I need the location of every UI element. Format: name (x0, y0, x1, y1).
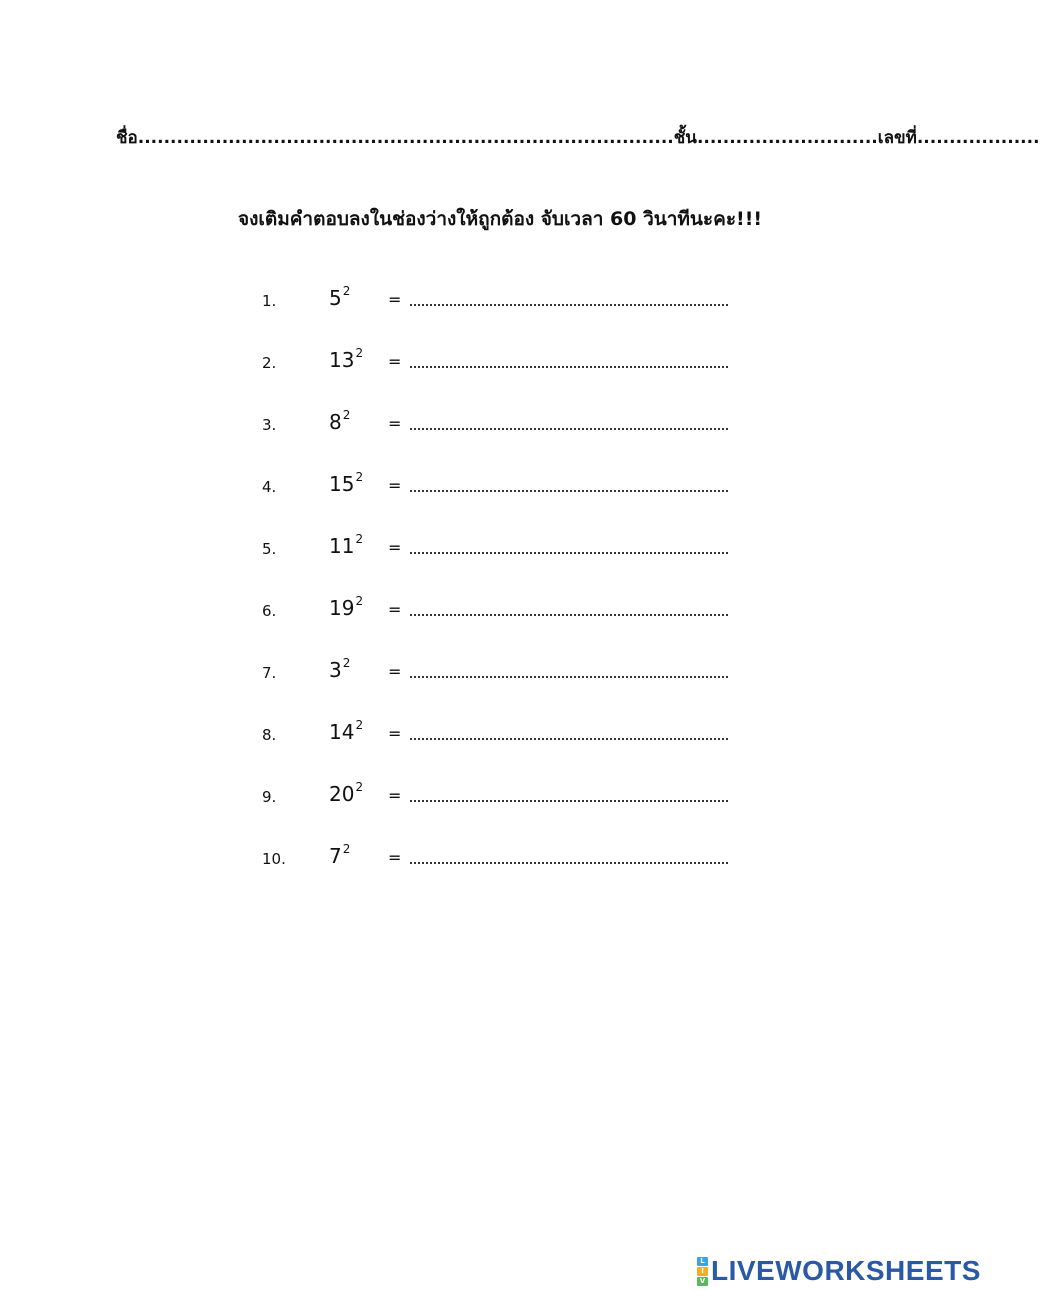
question-number: 2. (262, 354, 277, 372)
exponent: 2 (355, 594, 364, 609)
exponent: 2 (355, 470, 364, 485)
logo-block: V (697, 1277, 708, 1286)
instruction-text: จงเติมคำตอบลงในช่องว่างให้ถูกต้อง จับเวลา 60 วินาทีนะคะ!!! (237, 208, 763, 230)
name-field[interactable]: ................................................................................... (137, 128, 674, 148)
name-label: ชื่อ (116, 128, 138, 148)
class-label: ชั้น (673, 128, 697, 148)
exponent: 2 (342, 284, 351, 299)
answer-blank[interactable] (410, 596, 728, 616)
exponent: 2 (342, 656, 351, 671)
question-expression (329, 534, 363, 558)
answer-blank[interactable] (410, 472, 728, 492)
base: 5 (329, 286, 342, 310)
logo-block: I (697, 1267, 708, 1276)
base: 11 (329, 534, 355, 558)
exponent: 2 (355, 718, 364, 733)
base: 8 (329, 410, 342, 434)
question-number: 4. (262, 478, 277, 496)
question-number: 7. (262, 664, 277, 682)
base: 20 (329, 782, 355, 806)
equals-sign: = (388, 786, 402, 805)
exponent: 2 (355, 346, 364, 361)
question-row (0, 532, 1000, 562)
question-number: 6. (262, 602, 277, 620)
exponent: 2 (355, 532, 364, 547)
question-number: 9. (262, 788, 277, 806)
question-expression (329, 596, 363, 620)
logo-text: LIVEWORKSHEETS (711, 1255, 981, 1286)
equals-sign: = (388, 662, 402, 681)
answer-blank[interactable] (410, 782, 728, 802)
question-expression (329, 844, 350, 868)
question-number: 10. (262, 850, 286, 868)
question-expression (329, 658, 350, 682)
base: 13 (329, 348, 355, 372)
question-number: 3. (262, 416, 277, 434)
question-number: 5. (262, 540, 277, 558)
question-number: 1. (262, 292, 277, 310)
question-row (0, 718, 1000, 748)
equals-sign: = (388, 848, 402, 867)
question-expression (329, 472, 363, 496)
question-expression (329, 286, 350, 310)
question-expression (329, 348, 363, 372)
question-row (0, 284, 1000, 314)
question-expression (329, 410, 350, 434)
equals-sign: = (388, 414, 402, 433)
answer-blank[interactable] (410, 534, 728, 554)
answer-blank[interactable] (410, 286, 728, 306)
answer-blank[interactable] (410, 658, 728, 678)
exponent: 2 (355, 780, 364, 795)
question-number: 8. (262, 726, 277, 744)
base: 14 (329, 720, 355, 744)
equals-sign: = (388, 724, 402, 743)
question-row (0, 842, 1000, 872)
equals-sign: = (388, 538, 402, 557)
equals-sign: = (388, 476, 402, 495)
number-field[interactable]: ................... (916, 128, 1040, 148)
class-field[interactable]: ............................ (696, 128, 878, 148)
exponent: 2 (342, 408, 351, 423)
logo-block: L (697, 1257, 708, 1266)
question-expression (329, 720, 363, 744)
liveworksheets-logo (697, 1255, 981, 1287)
question-row (0, 408, 1000, 438)
equals-sign: = (388, 290, 402, 309)
base: 7 (329, 844, 342, 868)
question-row (0, 656, 1000, 686)
question-row (0, 594, 1000, 624)
base: 3 (329, 658, 342, 682)
number-label: เลขที่ (877, 128, 917, 148)
question-row (0, 346, 1000, 376)
base: 19 (329, 596, 355, 620)
logo-blocks-icon (697, 1257, 708, 1286)
answer-blank[interactable] (410, 844, 728, 864)
student-info-line (116, 124, 1040, 151)
question-row (0, 780, 1000, 810)
question-expression (329, 782, 363, 806)
base: 15 (329, 472, 355, 496)
equals-sign: = (388, 352, 402, 371)
answer-blank[interactable] (410, 720, 728, 740)
exponent: 2 (342, 842, 351, 857)
equals-sign: = (388, 600, 402, 619)
question-row (0, 470, 1000, 500)
answer-blank[interactable] (410, 348, 728, 368)
answer-blank[interactable] (410, 410, 728, 430)
